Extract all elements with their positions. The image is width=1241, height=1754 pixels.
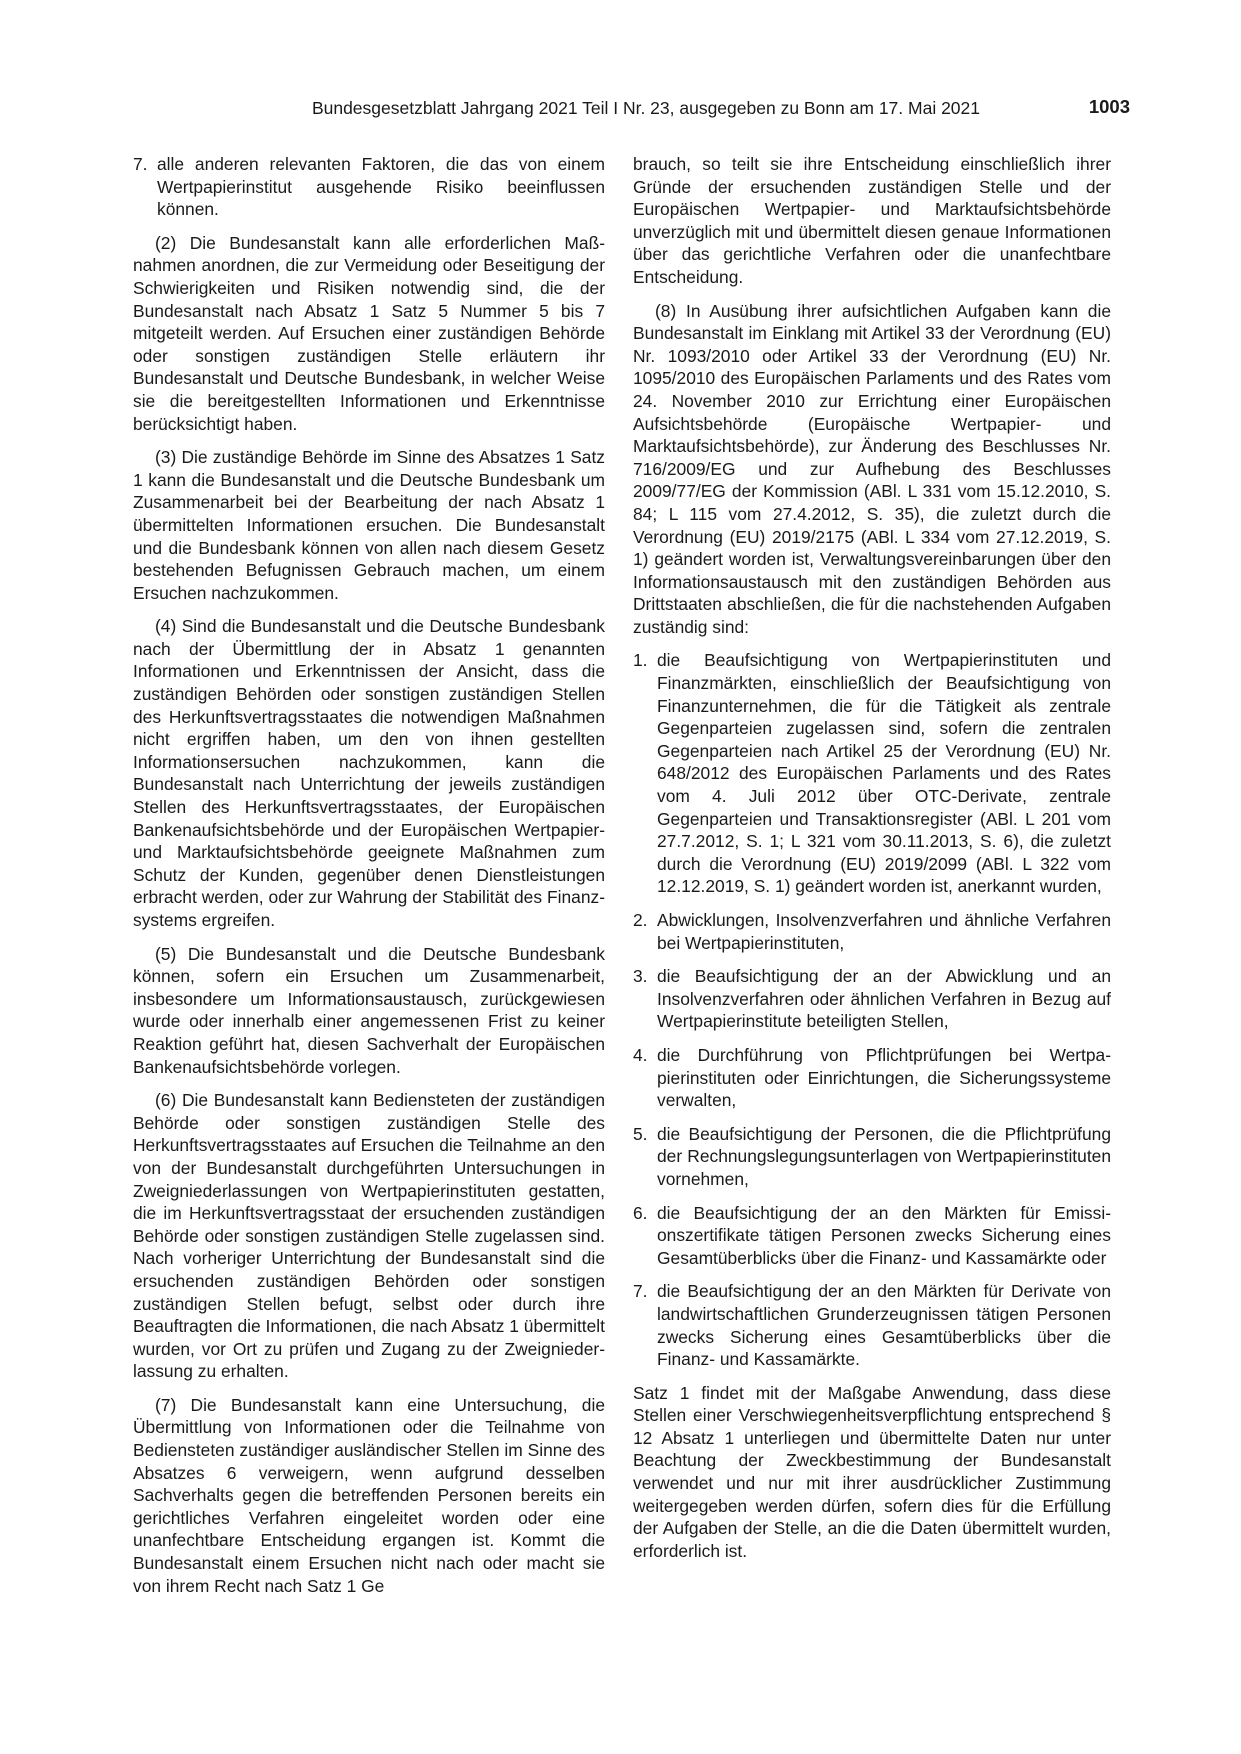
item-text: Abwicklungen, Insolvenzverfahren und ähnliche Verfahren bei Wertpapierinstituten, xyxy=(657,910,1111,953)
closing-paragraph: Satz 1 findet mit der Maßgabe Anwendung, dass diese Stellen einer Verschwiegenheitsverpflichtung entsprechend § 12 Absatz 1 unterliegen und übermittelte Daten nur unter Beachtung der Zweckbestimmung der Bundesanstalt verwendet und nur mit ihrer ausdrücklicher Zustimmung weitergegeben werden dürfen, sofern dies für die Erfüllung der Aufgaben der Stelle, an die die Daten übermittelt wurden, erforderlich ist. xyxy=(633,1382,1111,1561)
paragraph-5: (5) Die Bundesanstalt und die Deutsche Bundesbank können, sofern ein Ersuchen um Zusammenarbeit, insbesondere um Informationsaustausch, zurückgewiesen wurde oder innerhalb einer angemessenen Frist zu keiner Reaktion geführt hat, diesen Sachverhalt der Europäischen Bankenaufsichtsbehörde vorlegen. xyxy=(133,943,605,1077)
item-number: 6. xyxy=(633,1202,648,1223)
paragraph-8: (8) In Ausübung ihrer aufsichtlichen Aufgaben kann die Bundesanstalt im Einklang mit Artikel 33 der Verordnung (EU) Nr. 1093/2010 oder Artikel 33 der Verordnung (EU) Nr. 1095/2010 des Europäischen Parlaments und des Rates vom 24. November 2010 zur Errichtung einer Europäischen Aufsichtsbehörde (Europäische Wertpapier- und Marktaufsichtsbehörde), zur Änderung des Beschlusses Nr. 716/2009/EG und zur Aufhebung des Beschlusses 2009/77/EG der Kommission (ABl. L 331 vom 15.12.2010, S. 84; L 115 vom 27.4.2012, S. 35), die zuletzt durch die Verordnung (EU) 2019/2175 (ABl. L 334 vom 27.12.2019, S. 1) geändert worden ist, Verwaltungsvereinbarungen über den Informationsaustausch mit den zuständigen Behörden aus Drittstaaten abschließen, die für die nachstehenden Aufgaben zuständig sind: xyxy=(633,300,1111,637)
list-item xyxy=(633,1280,1111,1370)
header-title: Bundesgesetzblatt Jahrgang 2021 Teil I Nr. 23, ausgegeben zu Bonn am 17. Mai 2021 xyxy=(311,98,980,118)
item-number: 7. xyxy=(633,1281,648,1302)
page-header xyxy=(130,98,1130,122)
paragraph-6: (6) Die Bundesanstalt kann Bediensteten der zuständigen Behörde oder sonstigen zuständigen Stelle des Herkunftsvertragsstaates auf Ersuchen die Teilnahme an den von der Bundesanstalt durchgeführten Untersuchungen in Zweigniederlassungen von Wertpapierinstituten gestatten, die im Herkunftsvertragsstaat der ersuchenden zuständigen Behörde oder sonstigen zuständigen Stelle zugelassen sind. Nach vorheriger Unterrichtung der Bundesanstalt sind die ersuchenden zuständigen Behörden oder sonstigen zuständigen Stellen befugt, selbst oder durch ihre Beauftragten die Informationen, die nach Absatz 1 übermittelt wurden, vor Ort zu prüfen und Zugang zu der Zweigniederlassung zu erhalten. xyxy=(133,1090,605,1382)
item-number: 1. xyxy=(633,650,648,671)
list-item xyxy=(633,1202,1111,1270)
paragraph-7-continued: brauch, so teilt sie ihre Entscheidung einschließlich ihrer Gründe der ersuchenden zuständigen Stelle und der Europäischen Wertpapier- und Marktaufsichtsbehörde unverzüglich mit und übermittelt diesen genaue Informationen über das gerichtliche Verfahren oder die unanfechtbare Entscheidung. xyxy=(633,154,1111,287)
item-text: alle anderen relevanten Faktoren, die das von einem Wertpapierinstitut ausgehende Risiko beeinflussen können. xyxy=(157,154,605,220)
item-number: 2. xyxy=(633,910,648,930)
item-number: 7. xyxy=(133,154,148,174)
paragraph-3: (3) Die zuständige Behörde im Sinne des Absatzes 1 Satz 1 kann die Bundesanstalt und die Deutsche Bundesbank um Zusammenarbeit bei der Bearbeitung der nach Absatz 1 übermittelten Informationen ersuchen. Die Bundesanstalt und die Bundesbank können von allen nach diesem Gesetz bestehenden Befugnissen Gebrauch machen, um einem Ersuchen nachzukommen. xyxy=(133,447,605,603)
list-item xyxy=(633,649,1111,898)
item-text: die Beaufsichtigung der Personen, die die Pflichtprüfung der Rechnungslegungsunterlagen von Wertpapierinstituten vornehmen, xyxy=(657,1123,1111,1189)
item-number: 3. xyxy=(633,966,648,987)
item-number: 4. xyxy=(633,1044,648,1065)
list-item xyxy=(633,909,1111,954)
page-number: 1003 xyxy=(1088,96,1130,117)
left-column xyxy=(133,153,605,1608)
paragraph-4: (4) Sind die Bundesanstalt und die Deutsche Bundesbank nach der Übermittlung der in Absatz 1 genannten Informationen und Erkenntnissen der Ansicht, dass die zuständigen Behörden oder sonstigen zuständigen Stellen des Herkunftsvertragsstaates die notwendigen Maßnahmen nicht ergriffen haben, um den von ihnen gestellten Informationsersuchen nachzukommen, kann die Bundesanstalt nach Unterrichtung der jeweils zuständigen Stellen des Herkunftsvertragsstaates, der Europäischen Bankenaufsichtsbehörde und der Europäischen Wertpapier- und Marktaufsichtsbehörde geeignete Maßnahmen zum Schutz der Kunden, gegenüber denen Dienstleistungen erbracht werden, oder zur Wahrung der Stabilität des Finanzsystems ergreifen. xyxy=(133,616,605,930)
item-text: die Beaufsichtigung der an den Märkten für Emissionszertifikate tätigen Personen zwecks Sicherung eines Gesamtüberblicks über die Finanz- und Kassamärkte oder xyxy=(657,1202,1111,1268)
right-column xyxy=(633,153,1111,1573)
paragraph-7: (7) Die Bundesanstalt kann eine Untersuchung, die Übermittlung von Informationen oder die Teilnahme von Bediensteten zuständiger ausländischer Stellen im Sinne des Absatzes 6 verweigern, wenn aufgrund desselben Sachverhalts gegen die betreffenden Personen bereits ein gerichtliches Verfahren eingeleitet worden oder eine unanfechtbare Entscheidung ergangen ist. Kommt die Bundesanstalt einem Ersuchen nicht nach oder macht sie von ihrem Recht nach Satz 1 Ge xyxy=(133,1394,605,1596)
item-text: die Beaufsichtigung der an den Märkten für Derivate von landwirtschaftlichen Grunderzeugnissen tätigen Personen zwecks Sicherung eines Gesamtüberblicks über die Finanz- und Kassamärkte. xyxy=(657,1281,1111,1370)
list-item xyxy=(633,1123,1111,1191)
list-item xyxy=(633,1044,1111,1112)
item-number: 5. xyxy=(633,1123,648,1144)
list-item xyxy=(133,153,605,221)
paragraph-2: (2) Die Bundesanstalt kann alle erforderlichen Maßnahmen anordnen, die zur Vermeidung oder Beseitigung der Schwierigkeiten und Risiken notwendig sind, die der Bundesanstalt nach Absatz 1 Satz 5 Nummer 5 bis 7 mitgeteilt werden. Auf Ersuchen einer zuständigen Behörde oder sonstigen zuständigen Stelle erläutern ihr Bundesanstalt und Deutsche Bundesbank, in welcher Weise sie die bereitgestellten Informationen und Erkenntnisse berücksichtigt haben. xyxy=(133,232,605,434)
task-list xyxy=(633,649,1111,1370)
list-item xyxy=(633,965,1111,1033)
item-text: die Beaufsichtigung von Wertpapierinstituten und Finanzmärkten, einschließlich der Beaufsichtigung von Finanzunternehmen, die für die Tätigkeit als zentrale Gegenparteien zugelassen sind, sofern die zentralen Gegenparteien nach Artikel 25 der Verordnung (EU) Nr. 648/2012 des Europäischen Parlaments und des Rates vom 4. Juli 2012 über OTC-Derivate, zentrale Gegenparteien und Transaktionsregister (ABl. L 201 vom 27.7.2012, S. 1; L 321 vom 30.11.2013, S. 6), die zuletzt durch die Verordnung (EU) 2019/2099 (ABl. L 322 vom 12.12.2019, S. 1) geändert worden ist, anerkannt wurden, xyxy=(657,650,1111,897)
item-text: die Durchführung von Pflichtprüfungen bei Wertpapierinstituten oder Einrichtungen, die Sicherungssysteme verwalten, xyxy=(657,1044,1111,1111)
item-text: die Beaufsichtigung der an der Abwicklung und an Insolvenzverfahren oder ähnlichen Verfahren in Bezug auf Wertpapierinstitute beteiligten Stellen, xyxy=(657,966,1111,1032)
